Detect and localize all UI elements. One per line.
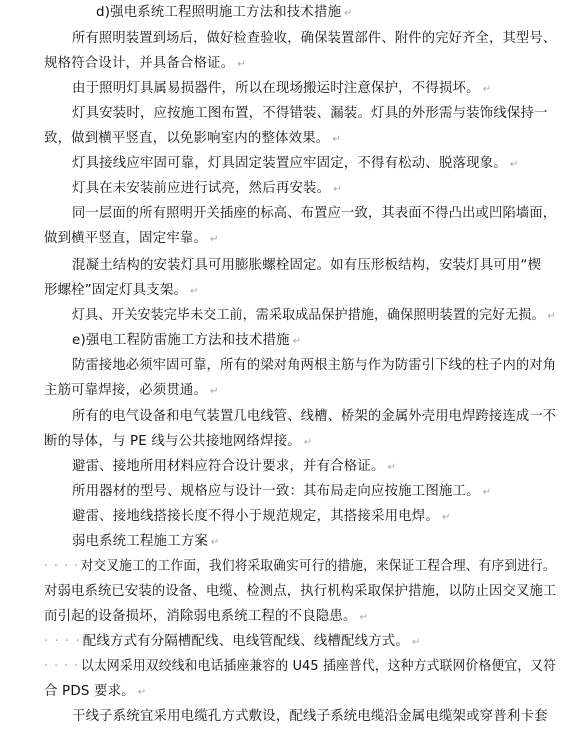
paragraph-line: 同一层面的所有照明开关插座的标高、布置应一致，其表面不得凸出或凹陷墙面，: [72, 206, 557, 221]
paragraph-line: 由于照明灯具属易损器件，所以在现场搬运时注意保护，不得损坏。 ↵: [72, 81, 492, 96]
heading-lighting: d)强电系统工程照明施工方法和技术措施 ↵: [96, 5, 353, 20]
paragraph-line: 干线子系统宜采用电缆孔方式敷设，配线子系统电缆沿金属电缆架或穿普利卡套: [72, 709, 548, 724]
paragraph-line: 避雷、接地线搭接长度不得小于规范规定，其搭接采用电焊。 ↵: [72, 509, 451, 524]
paragraph-line: 所有照明装置到场后，做好检查验收，确保装置部件、附件的完好齐全，其型号、: [72, 31, 557, 46]
paragraph-line: 防雷接地必须牢固可靠，所有的梁对角两根主筋与作为防雷引下线的柱子内的对角: [72, 358, 557, 373]
paragraph-line: 合 PDS 要求。 ↵: [44, 684, 147, 699]
paragraph-line: 断的导体，与 PE 线与公共接地网络焊接。 ↵: [44, 434, 313, 449]
paragraph-line: 做到横平竖直，固定牢靠。 ↵: [44, 231, 219, 246]
paragraph-line: 灯具安装时，应按施工图布置，不得错装、漏装。灯具的外形需与装饰线保持一: [72, 106, 548, 121]
paragraph-line: 避雷、接地所用材料应符合设计要求，并有合格证。 ↵: [72, 459, 397, 474]
paragraph-line: 混凝土结构的安装灯具可用膨胀螺栓固定。如有压形板结构，安装灯具可用“楔: [72, 258, 542, 273]
paragraph-line: 灯具在未安装前应进行试亮，然后再安装。 ↵: [72, 181, 342, 196]
paragraph-line: 灯具接线应牢固可靠，灯具固定装置应牢固定，不得有松动、脱落现象。 ↵: [72, 156, 519, 171]
paragraph-line: 而引起的设备损坏，消除弱电系统工程的不良隐患。 ↵: [44, 609, 369, 624]
paragraph-line: 所有的电气设备和电气装置几电线管、线槽、桥架的金属外壳用电焊跨接连成一不: [72, 409, 557, 424]
paragraph-line: 所用器材的型号、规格应与设计一致：其布局走向应按施工图施工。 ↵: [72, 484, 492, 499]
paragraph-line: · · · · 配线方式有分隔槽配线、电线管配线、线槽配线方式。 ↵: [44, 634, 421, 649]
heading-lightning: e)强电工程防雷施工方法和技术措施 ↵: [72, 333, 302, 348]
paragraph-line: 主筋可靠焊接，必须贯通。 ↵: [44, 383, 219, 398]
paragraph-line: 规格符合设计，并具备合格证。 ↵: [44, 56, 246, 71]
paragraph-line: 形螺栓”固定灯具支架。 ↵: [44, 283, 199, 298]
paragraph-line: · · · · 以太网采用双绞线和电话插座兼容的 U45 插座普代，这种方式联网价格便宜，又符: [44, 659, 557, 674]
paragraph-line: 灯具、开关安装完毕未交工前，需采取成品保护措施，确保照明装置的完好无损。 ↵: [72, 308, 556, 323]
paragraph-line: 致，做到横平竖直，以免影响室内的整体效果。 ↵: [44, 131, 341, 146]
paragraph-line: · · · · 对交叉施工的工作面，我们将采取确实可行的措施，来保证工程合理、有序到进行。: [44, 559, 556, 574]
paragraph-line: 对弱电系统已安装的设备、电缆、检测点，执行机构采取保护措施，以防止因交叉施工: [44, 584, 557, 599]
heading-weak-current: 弱电系统工程施工方案 ↵: [72, 534, 220, 549]
